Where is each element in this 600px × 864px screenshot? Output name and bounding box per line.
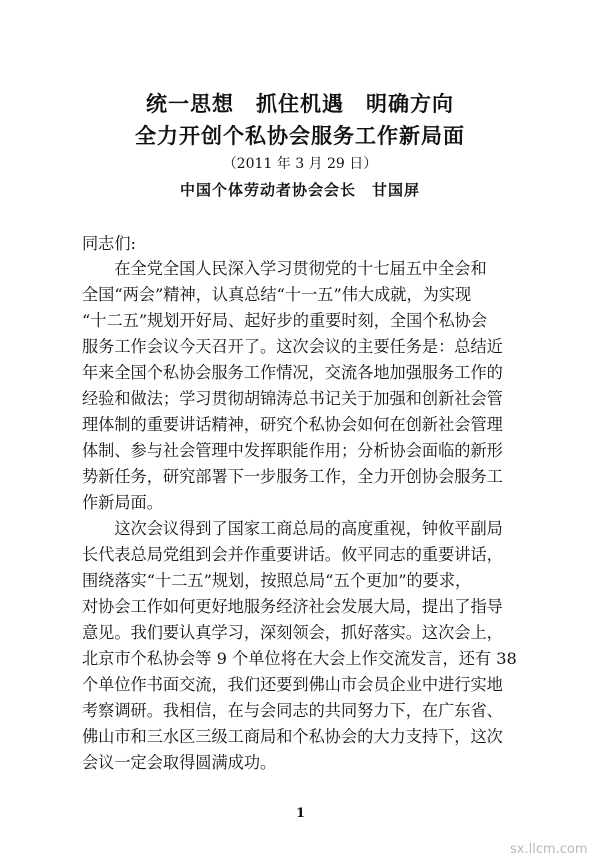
body-line: 围绕落实“十二五”规划，按照总局“五个更加”的要求，: [82, 571, 472, 590]
body-line: 考察调研。我相信，在与会同志的共同努力下，在广东省、: [82, 701, 503, 720]
body-line: 会议一定会取得圆满成功。: [82, 753, 277, 772]
body-line: 佛山市和三水区三级工商局和个私协会的大力支持下，这次: [82, 727, 503, 746]
body-line: 作新局面。: [82, 493, 163, 512]
page-number: 1: [296, 806, 306, 821]
body-line: 年来全国个私协会服务工作情况，交流各地加强服务工作的: [82, 363, 503, 382]
body-line: 个单位作书面交流，我们还要到佛山市会员企业中进行实地: [82, 675, 503, 694]
body-line: 长代表总局党组到会并作重要讲话。攸平同志的重要讲话，: [82, 545, 503, 564]
body-line: “十二五”规划开好局、起好步的重要时刻，全国个私协会: [82, 311, 488, 330]
body-line: 理体制的重要讲话精神，研究个私协会如何在创新社会管理: [82, 415, 503, 434]
body-line: 势新任务，研究部署下一步服务工作，全力开创协会服务工: [82, 467, 503, 486]
body-line: 对协会工作如何更好地服务经济社会发展大局，提出了指导: [82, 597, 503, 616]
body-line: 在全党全国人民深入学习贯彻党的十七届五中全会和: [82, 259, 487, 278]
speech-date: （2011 年 3 月 29 日）: [222, 156, 378, 172]
body-line: 体制、参与社会管理中发挥职能作用；分析协会面临的新形: [82, 441, 503, 460]
body-line: 同志们:: [82, 234, 137, 253]
body-line: 这次会议得到了国家工商总局的高度重视，钟攸平副局: [82, 519, 503, 538]
site-watermark: sx.llcm.com: [510, 842, 588, 857]
title-line-2: 全力开创个私协会服务工作新局面: [135, 124, 465, 148]
body-line: 北京市个私协会等 9 个单位将在大会上作交流发言，还有 38: [82, 649, 517, 668]
body-line: 全国“两会”精神，认真总结“十一五”伟大成就，为实现: [82, 285, 472, 304]
body-line: 经验和做法；学习贯彻胡锦涛总书记关于加强和创新社会管: [82, 389, 503, 408]
body-line: 服务工作会议今天召开了。这次会议的主要任务是：总结近: [82, 337, 503, 356]
speech-author: 中国个体劳动者协会会长 甘国屏: [179, 181, 420, 199]
body-line: 意见。我们要认真学习，深刻领会，抓好落实。这次会上，: [82, 623, 503, 642]
title-line-1: 统一思想 抓住机遇 明确方向: [146, 92, 454, 116]
